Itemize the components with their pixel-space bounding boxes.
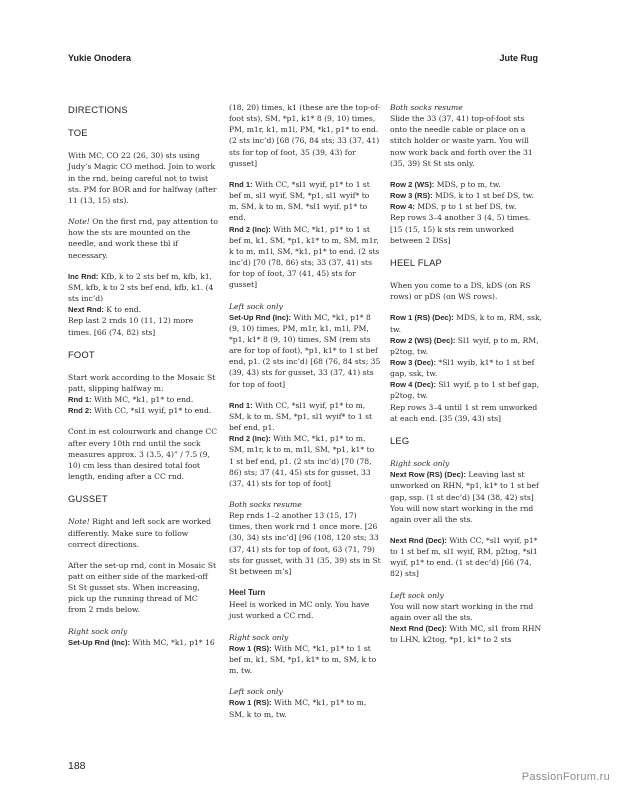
leg-next-rnd-text: With CC, *sl1 wyif, p1* to 1 st bef m, sl1 wyif, RM, p2tog, *sl1 wyif, p1* to end. (1 st dec’d) [66 (74, 82) sts] [390,536,538,579]
right-sock-label: Right sock only [68,626,128,636]
setup-continued: (18, 20) times, k1 (these are the top-of-foot sts), SM, *p1, k1* 8 (9, 10) times, PM, m1r, k1, m1l, PM, *k1, p1* to end. (2 sts inc’d) [68 (76, 84 sts; 33 (37, 41) sts for top of foot, 35 (39, 43) for gusset] [229,103,381,168]
heel-flap-heading: HEEL FLAP [390,256,442,268]
toe-paragraph: With MC, CO 22 (26, 30) sts using Judy’s Magic CO method. Join to work in the rnd, being careful not to twist sts. PM for BOR and for halfway (after 11 (13, 15) sts). [68,151,217,205]
setup-rnd-label: Set-Up Rnd (Inc): [68,637,131,647]
foot-heading: FOOT [68,348,95,360]
gusset-note-text: Right and left sock are worked differently. Make sure to follow correct directions. [68,517,211,549]
leg-next-row-label: Next Row (RS) (Dec): [390,470,466,480]
both-socks-text: Rep rnds 1–2 another 13 (15, 17) times, then work rnd 1 once more. [26 (30, 34) sts inc’d] [96 (108, 120 sts; 33 (37, 41) sts for top of foot, 63 (71, 79) sts for gusset, with 31 (35, 39) sts in St St between m’s] [229,511,381,576]
foot-paragraph: Start work according to the Mosaic St patt, slipping halfway m: [68,372,216,393]
flap-row-4-label: Row 4 (Dec): [390,380,436,390]
right-row-1-text: With MC, *k1, p1* to 1 st bef m, k1, SM, *p1, k1* to m, SM, k to m, tw. [229,643,377,676]
next-rnd [68,304,218,315]
left-setup-text: With MC, *k1, p1* 8 (9, 10) times, PM, m1r, k1, m1l, PM, *p1, k1* 8 (9, 10) times, SM (rem sts are for top of foot), *p1, k1* to 1 st bef end, p1. (2 sts inc’d) [68 (76, 84 sts; 35 (39, 43) sts for gusset, 33 (37, 41) sts for top of foot] [229,312,381,389]
flap-row-2-text: Sl1 wyif, p to m, RM, p2tog, tw. [390,335,539,356]
foot-rnd-2-text: With CC, *sl1 wyif, p1* to end. [91,406,212,416]
gusset-rnd-2-label: Rnd 2 (Inc): [229,224,271,234]
left-rnd-2 [229,433,381,489]
row-2-text: MDS, p to m, tw. [434,179,501,189]
leg-left-text: You will now start working in the rnd again over all the sts. [390,601,534,622]
flap-row-1 [390,312,542,334]
note-text: On the first rnd, pay attention to how the sts are mounted on the needle, and work these tbl if necessary. [68,217,218,260]
toe-repeat: Rep last 2 rnds 10 (11, 12) more times. [66 (74, 82) sts] [68,316,194,337]
flap-row-3-text: *Sl1 wyib, k1* to 1 st bef gap, ssk, tw. [390,357,535,379]
both-socks-label-2: Both socks resume [390,103,463,112]
heel-turn-text: Heel is worked in MC only. You have just worked a CC rnd. [229,600,370,621]
foot-paragraph-2: Cont in est colourwork and change CC after every 10th rnd until the sock measures approx. 3 (3.5, 4)” / 7.5 (9, 10) cm less than desired total foot length, ending after a CC rnd. [68,427,218,482]
row-4-label: Row 4: [390,202,415,212]
leg-next-row [390,469,542,525]
leg-right-sock-label: Right sock only [390,459,450,469]
left-sock-label-2: Left sock only [229,687,283,697]
setup-rnd-text: With MC, *k1, p1* 16 [130,637,215,647]
right-sock-label-2: Right sock only [229,632,289,642]
next-rnd-text: K to end. [103,305,142,315]
row-3 [390,190,542,201]
gusset-note-lead: Note! [68,517,90,527]
row-3-label: Row 3 (RS): [390,191,433,201]
watermark: PassionForum.ru [521,771,610,783]
left-rnd-1-text: With CC, *sl1 wyif, p1* to m, SM, k to m, SM, *p1, sl1 wyif* to 1 st bef end, p1. [229,400,373,433]
leg-left-next-rnd [390,623,542,645]
leg-left-next-rnd-label: Next Rnd (Dec): [390,624,447,634]
left-setup-label: Set-Up Rnd (Inc): [229,312,292,322]
leg-next-rnd [390,535,542,580]
gusset-rnd-1-text: With CC, *sl1 wyif, p1* to 1 st bef m, sl1 wyif, SM, *p1, sl1 wyif* to m, SM, k to m, SM, *sl1 wyif, p1* to end. [229,179,370,223]
flap-row-2 [390,335,542,357]
gusset-rnd-1 [229,179,381,224]
row-3-text: MDS, k to 1 st bef DS, tw. [432,191,534,201]
running-header-title: Jute Rug [499,53,538,63]
heel-flap-paragraph: When you come to a DS, kDS (on RS rows) or pDS (on WS rows). [390,281,531,302]
left-row-1-label: Row 1 (RS): [229,698,272,708]
inc-rnd-label: Inc Rnd: [68,271,99,281]
flap-row-4-text: Sl1 wyif, p to 1 st bef gap, p2tog, tw. [390,380,540,401]
leg-left-next-rnd-text: With MC, sl1 from RHN to LHN, k2tog, *p1, k1* to 2 sts [390,624,542,645]
leg-heading: LEG [390,434,410,446]
flap-row-4 [390,379,542,401]
column-3 [390,102,542,645]
toe-note [68,216,218,261]
leg-next-rnd-label: Next Rnd (Dec): [390,536,447,545]
foot-rnd-2-label: Rnd 2: [68,406,92,416]
row-4-text: MDS, p to 1 st bef DS, tw. [414,202,517,212]
foot-rnd-1-label: Rnd 1: [68,395,92,405]
setup-rnd [68,637,218,648]
gusset-rnd-2 [229,224,381,291]
right-row-1 [229,643,381,676]
gusset-paragraph: After the set-up rnd, cont in Mosaic St patt on either side of the marked-off St St gusset sts. When increasing, pick up the running thread of MC from 2 rnds below. [68,560,217,615]
both-socks-text-2: Slide the 33 (37, 41) top-of-foot sts onto the needle cable or place on a stitch holder or waste yarn. You will now work back and forth over the 31 (35, 39) St St sts only. [390,114,533,168]
gusset-heading: GUSSET [68,493,108,505]
right-row-1-label: Row 1 (RS): [229,643,272,653]
inc-rnd-text: Kfb, k to 2 sts bef m, kfb, k1, SM, kfb, k to 2 sts bef end, kfb, k1. (4 sts inc’d) [68,271,214,304]
leg-next-row-text: Leaving last st unworked on RHN, *p1, k1* to 1 st bef gap, ssp. (1 st dec’d) [34 (38, 42) sts] You will now start working in the rnd again over all the sts. [390,470,539,524]
running-header-author: Yukie Onodera [68,53,132,63]
left-row-1 [229,697,381,719]
row-2 [390,179,542,190]
foot-rnd-1 [68,394,218,405]
next-rnd-label: Next Rnd: [68,305,104,315]
toe-heading: TOE [68,127,88,139]
left-rnd-1-label: Rnd 1: [229,400,253,410]
flap-repeat: Rep rows 3–4 until 1 st rem unworked at each end. [35 (39, 43) sts] [390,402,538,423]
left-sock-label: Left sock only [229,301,283,311]
inc-rnd [68,271,218,304]
left-setup-rnd [229,312,381,390]
gusset-rnd-1-label: Rnd 1: [229,179,253,189]
foot-rnd-2 [68,405,218,416]
directions-heading: DIRECTIONS [68,104,128,115]
row-2-label: Row 2 (WS): [390,179,435,189]
gusset-note [68,516,218,549]
heel-turn-heading: Heel Turn [229,588,266,598]
leg-left-sock-label: Left sock only [390,590,444,600]
left-row-1-text: With MC, *k1, p1* to m, SM, k to m, tw. [229,698,367,719]
page-number: 188 [68,760,86,772]
left-rnd-2-text: With MC, *k1, p1* to m, SM, m1r, k to m, m1l, SM, *p1, k1* to 1 st bef end, p1. (2 sts inc’d) [70 (78, 86) sts; 37 (41, 45) sts for gusset, 33 (37, 41) sts for top of foot] [229,434,375,488]
both-socks-label: Both socks resume [229,500,302,509]
foot-rnd-1-text: With MC, *k1, p1* to end. [91,395,194,405]
left-rnd-1 [229,400,381,433]
gusset-rnd-2-text: With MC, *k1, p1* to 1 st bef m, k1, SM, *p1, k1* to m, SM, m1r, k to m, m1l, SM, *k1, p1* to end. (2 sts inc’d) [70 (78, 86) sts; 33 (37, 41) sts for top of foot, 37 (41, 45) sts for gusset] [229,224,380,290]
flap-row-3 [390,357,542,379]
rows-repeat: Rep rows 3–4 another 3 (4, 5) times. [15 (15, 15) k sts rem unworked between 2 DSs] [390,213,531,245]
flap-row-3-label: Row 3 (Dec): [390,357,436,367]
column-1 [68,102,218,648]
column-2 [229,102,381,720]
flap-row-1-label: Row 1 (RS) (Dec): [390,313,454,323]
note-lead: Note! [68,217,90,227]
flap-row-1-text: MDS, k to m, RM, ssk, tw. [390,313,542,334]
row-4 [390,201,542,212]
left-rnd-2-label: Rnd 2 (Inc): [229,434,271,444]
flap-row-2-label: Row 2 (WS) (Dec): [390,335,456,345]
